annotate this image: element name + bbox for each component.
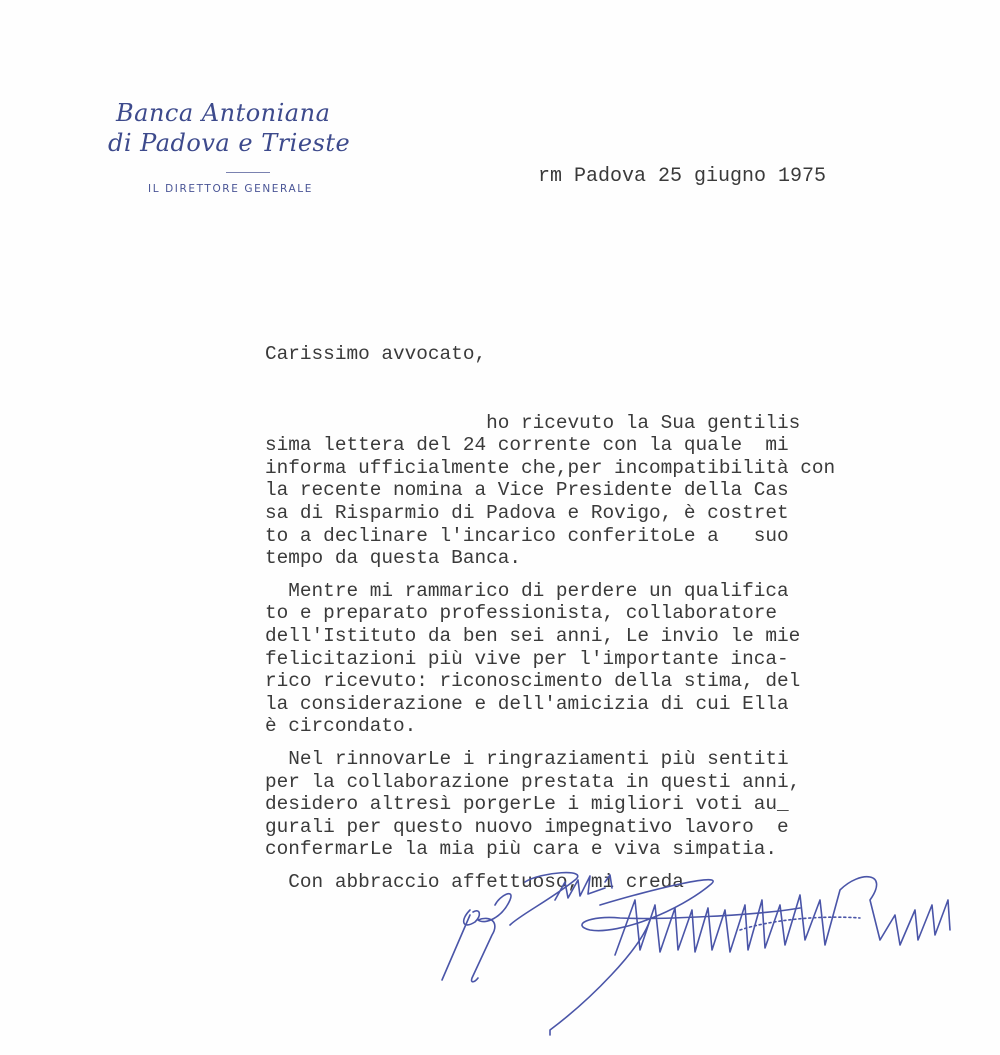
- text-line: sa di Risparmio di Padova e Rovigo, è costret: [265, 501, 789, 524]
- handwritten-signature-icon: [440, 860, 980, 1050]
- letterhead-divider: [226, 172, 270, 173]
- bank-name-line2: di Padova e Trieste: [108, 129, 351, 157]
- text-line: desidero altresì porgerLe i migliori voti au_: [265, 793, 789, 816]
- text-line: la considerazione e dell'amicizia di cui Ella: [265, 692, 789, 715]
- text-line: per la collaborazione prestata in questi anni,: [265, 770, 801, 793]
- text-line: Mentre mi rammarico di perdere un qualifica: [265, 579, 789, 602]
- text-line: Nel rinnovarLe i ringraziamenti più sentiti: [265, 747, 789, 770]
- paragraph-1: [265, 412, 835, 570]
- paragraph-2: [265, 580, 835, 738]
- closing: Con abbraccio affettuoso, mi creda: [265, 870, 684, 893]
- text-line: rico ricevuto: riconoscimento della stima, del: [265, 670, 801, 693]
- text-line: è circondato.: [265, 715, 417, 738]
- text-line: to e preparato professionista, collaboratore: [265, 602, 777, 625]
- text-line: ho ricevuto la Sua gentilis: [265, 411, 801, 434]
- text-line: dell'Istituto da ben sei anni, Le invio le mie: [265, 624, 801, 647]
- text-line: to a declinare l'incarico conferitoLe a suo: [265, 524, 789, 547]
- letter-body: [265, 343, 835, 893]
- text-line: la recente nomina a Vice Presidente della Cas: [265, 479, 789, 502]
- text-line: gurali per questo nuovo impegnativo lavoro e: [265, 815, 789, 838]
- letterhead: [108, 98, 368, 195]
- bank-name-line1: Banca Antoniana: [116, 99, 331, 127]
- text-line: tempo da questa Banca.: [265, 547, 521, 570]
- dateline: rm Padova 25 giugno 1975: [538, 165, 827, 188]
- letterhead-role: IL DIRETTORE GENERALE: [148, 183, 313, 195]
- text-line: confermarLe la mia più cara e viva simpatia.: [265, 838, 777, 861]
- paragraph-3: [265, 748, 835, 861]
- salutation: Carissimo avvocato,: [265, 343, 487, 365]
- text-line: felicitazioni più vive per l'importante inca-: [265, 647, 789, 670]
- text-line: sima lettera del 24 corrente con la quale mi: [265, 434, 789, 457]
- text-line: informa ufficialmente che,per incompatibilità con: [265, 456, 836, 479]
